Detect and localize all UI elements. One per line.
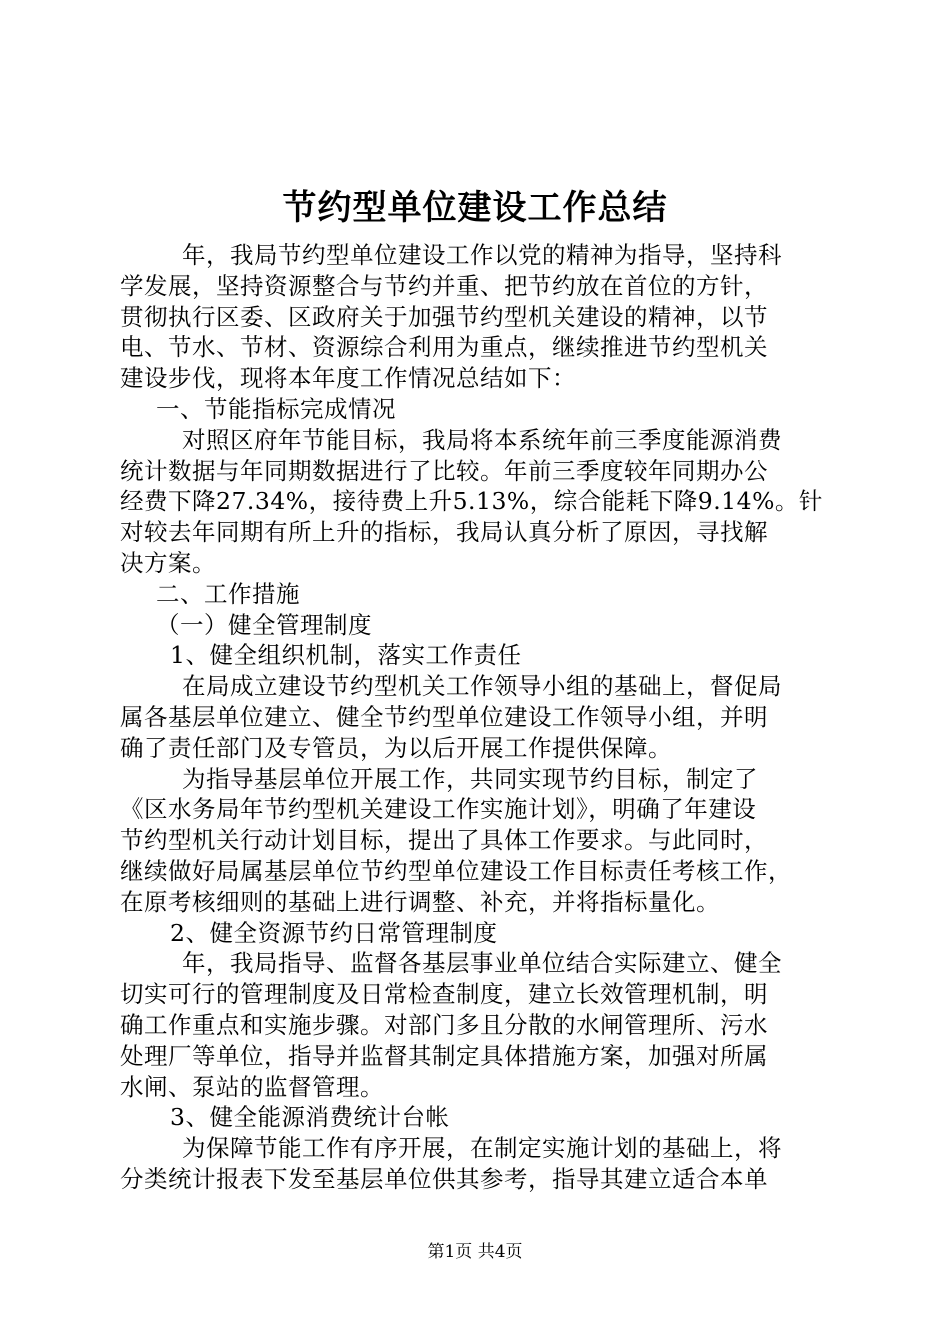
paragraph-line: 在原考核细则的基础上进行调整、补充，并将指标量化。 — [120, 887, 720, 916]
item-heading: 2、健全资源节约日常管理制度 — [170, 918, 498, 947]
paragraph-line: 继续做好局属基层单位节约型单位建设工作目标责任考核工作， — [120, 856, 792, 885]
paragraph-line: 处理厂等单位，指导并监督其制定具体措施方案，加强对所属 — [120, 1041, 768, 1070]
paragraph-line: 分类统计报表下发至基层单位供其参考，指导其建立适合本单 — [120, 1164, 768, 1193]
paragraph-line: 属各基层单位建立、健全节约型单位建设工作领导小组，并明 — [120, 702, 768, 731]
paragraph-line: 决方案。 — [120, 548, 216, 577]
paragraph-line: 学发展，坚持资源整合与节约并重、把节约放在首位的方针， — [120, 271, 768, 300]
item-heading: 3、健全能源消费统计台帐 — [170, 1103, 450, 1132]
paragraph-line: 节约型机关行动计划目标，提出了具体工作要求。与此同时， — [120, 826, 768, 855]
paragraph-line: 统计数据与年同期数据进行了比较。年前三季度较年同期办公 — [120, 456, 768, 485]
document-body — [120, 240, 832, 1195]
paragraph-line: 确工作重点和实施步骤。对部门多且分散的水闸管理所、污水 — [120, 1010, 768, 1039]
paragraph-line: 经费下降27.34%，接待费上升5.13%，综合能耗下降9.14%。针 — [120, 487, 823, 516]
section-heading: 二、工作措施 — [156, 579, 300, 608]
paragraph-line: 对较去年同期有所上升的指标，我局认真分析了原因，寻找解 — [120, 518, 768, 547]
item-heading: 1、健全组织机制，落实工作责任 — [170, 641, 522, 670]
paragraph-line: 对照区府年节能目标，我局将本系统年前三季度能源消费 — [182, 425, 782, 454]
paragraph-line: 建设步伐，现将本年度工作情况总结如下： — [120, 364, 576, 393]
subsection-heading: （一）健全管理制度 — [156, 610, 372, 639]
paragraph-line: 切实可行的管理制度及日常检查制度，建立长效管理机制，明 — [120, 980, 768, 1009]
paragraph-line: 电、节水、节材、资源综合利用为重点，继续推进节约型机关 — [120, 333, 768, 362]
paragraph-line: 《区水务局年节约型机关建设工作实施计划》，明确了年建设 — [120, 795, 757, 824]
paragraph-line: 水闸、泵站的监督管理。 — [120, 1072, 384, 1101]
paragraph-line: 确了责任部门及专管员，为以后开展工作提供保障。 — [120, 733, 672, 762]
page-number-footer: 第1页 共4页 — [427, 1242, 523, 1262]
paragraph-line: 年，我局指导、监督各基层事业单位结合实际建立、健全 — [182, 949, 782, 978]
paragraph-line: 在局成立建设节约型机关工作领导小组的基础上，督促局 — [182, 672, 782, 701]
paragraph-line: 为保障节能工作有序开展，在制定实施计划的基础上，将 — [182, 1134, 782, 1163]
section-heading: 一、节能指标完成情况 — [156, 394, 396, 423]
paragraph-line: 年，我局节约型单位建设工作以党的精神为指导，坚持科 — [182, 241, 782, 269]
paragraph-line: 贯彻执行区委、区政府关于加强节约型机关建设的精神，以节 — [120, 302, 768, 331]
paragraph-line: 为指导基层单位开展工作，共同实现节约目标，制定了 — [182, 764, 758, 793]
document-title: 节约型单位建设工作总结 — [282, 188, 668, 228]
